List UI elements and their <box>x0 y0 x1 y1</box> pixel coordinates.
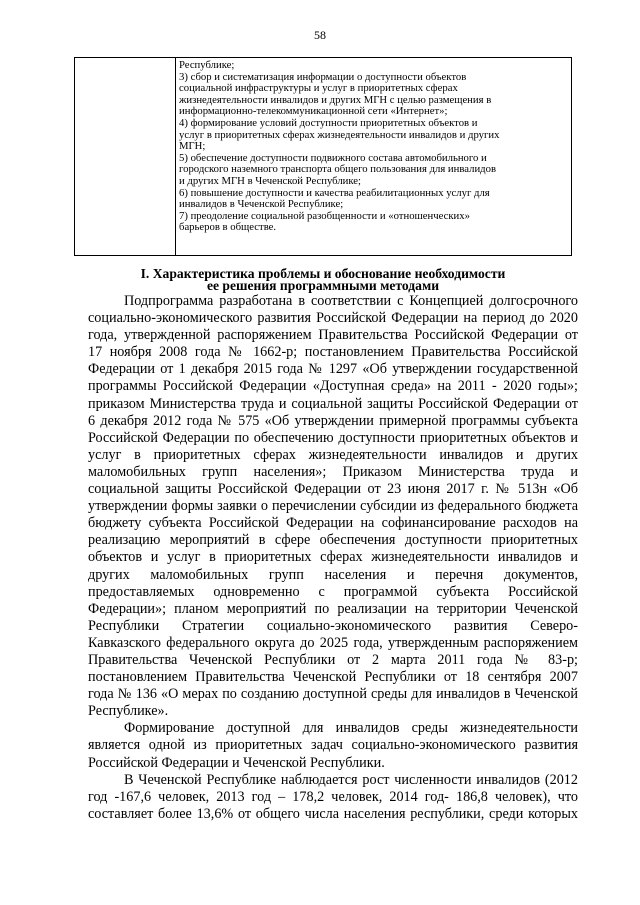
paragraph-disability-growth <box>88 772 578 823</box>
table-line: 3) сбор и систематизация информации о доступности объектов <box>179 70 467 83</box>
section-heading-line: I. Характеристика проблемы и обоснование необходимости <box>140 266 506 281</box>
table-line: информационно-телекоммуникационной сети «Интернет»; <box>179 105 448 118</box>
text-line: Российской Федерации по обеспечению доступности приоритетных объектов и <box>88 429 578 446</box>
text-line: маломобильных групп населения»; Приказом Министерства труда и <box>88 463 578 480</box>
text-line: В Чеченской Республике наблюдается рост численности инвалидов (2012 <box>124 771 578 788</box>
table-line: услуг в приоритетных сферах жизнедеятельности инвалидов и других <box>179 128 500 141</box>
table-line: социальной инфраструктуры и услуг в приоритетных сферах <box>179 82 458 95</box>
table-line: Республике; <box>179 59 235 71</box>
text-line: других маломобильных групп населения и перечня документов, <box>88 566 578 583</box>
section-heading-line: ее решения программными методами <box>206 278 440 293</box>
section-heading <box>74 268 572 292</box>
table-line: МГН; <box>179 140 206 153</box>
table-line: 4) формирование условий доступности приоритетных объектов и <box>179 116 478 129</box>
text-line: предоставляемых одновременно с программой субъекта Российской <box>88 583 578 600</box>
text-line: социально-экономического развития Российской Федерации на период до 2020 <box>88 310 578 327</box>
goals-table <box>74 57 572 256</box>
table-line: и других МГН в Чеченской Республике; <box>179 174 362 187</box>
body-text <box>88 293 578 823</box>
text-line: Республике». <box>88 703 169 720</box>
table-line: барьеров в обществе. <box>179 221 277 234</box>
text-line: 17 ноября 2008 года № 1662-р; постановлением Правительства Российской <box>88 344 578 361</box>
table-line: 6) повышение доступности и качества реабилитационных услуг для <box>179 186 490 199</box>
text-line: Федерации»; планом мероприятий по реализации на территории Чеченской <box>88 600 578 617</box>
text-line: Кавказского федерального округа до 2025 года, утвержденным распоряжением <box>88 634 578 651</box>
table-line: инвалидов в Чеченской Республике; <box>179 198 344 211</box>
paragraph-legal-basis <box>88 293 578 720</box>
text-line: 6 декабря 2012 года № 575 «Об утверждении примерной программы субъекта <box>88 412 578 429</box>
text-line: Правительства Чеченской Республики от 2 марта 2011 года № 83-р; <box>88 651 578 668</box>
text-line: утверждении формы заявки о перечислении субсидии из федерального бюджета <box>88 498 578 515</box>
text-line: Федерации от 1 декабря 2015 года № 1297 «Об утверждении государственной <box>88 361 578 378</box>
table-line: жизнедеятельности инвалидов и других МГН с целью размещения в <box>179 93 492 106</box>
text-line: приказом Министерства труда и социальной защиты Российской Федерации от <box>88 395 578 412</box>
text-line: года № 136 «О мерах по созданию доступной среды для инвалидов в Чеченской <box>88 686 578 703</box>
text-line: объектов и услуг в приоритетных сферах жизнедеятельности инвалидов и <box>88 549 578 566</box>
table-line: 5) обеспечение доступности подвижного состава автомобильного и <box>179 151 487 164</box>
table-line: городского наземного транспорта общего пользования для инвалидов <box>179 163 496 176</box>
paragraph-accessibility-priority <box>88 720 578 771</box>
text-line: является одной из приоритетных задач социально-экономического развития <box>88 737 578 754</box>
text-line: услуг в приоритетных сферах жизнедеятельности инвалидов и других <box>88 446 578 463</box>
table-line: 7) преодоление социальной разобщенности и «отношенческих» <box>179 209 470 222</box>
text-line: год -167,6 человек, 2013 год – 178,2 человек, 2014 год- 186,8 человек), что <box>88 788 578 805</box>
text-line: Формирование доступной для инвалидов среды жизнедеятельности <box>124 720 578 737</box>
text-line: года, утвержденной распоряжением Правительства Российской Федерации от <box>88 327 578 344</box>
table-column-divider <box>175 58 176 255</box>
text-line: социальной защиты Российской Федерации от 23 июня 2017 г. № 513н «Об <box>88 481 578 498</box>
text-line: постановлением Правительства Чеченской Республики от 18 сентября 2007 <box>88 669 578 686</box>
text-line: реализацию мероприятий в сфере обеспечения доступности приоритетных <box>88 532 578 549</box>
text-line: программы Российской Федерации «Доступная среда» на 2011 - 2020 годы»; <box>88 378 578 395</box>
text-line: бюджету субъекта Российской Федерации на софинансирование расходов на <box>88 515 578 532</box>
text-line: Подпрограмма разработана в соответствии с Концепцией долгосрочного <box>124 293 578 309</box>
text-line: составляет более 13,6% от общего числа населения республики, среди которых <box>88 805 578 822</box>
table-right-cell <box>179 60 565 234</box>
page-number: 58 <box>314 28 326 42</box>
text-line: Республики Стратегии социально-экономического развития Северо- <box>88 617 578 634</box>
text-line: Российской Федерации и Чеченской Республики. <box>88 754 385 771</box>
